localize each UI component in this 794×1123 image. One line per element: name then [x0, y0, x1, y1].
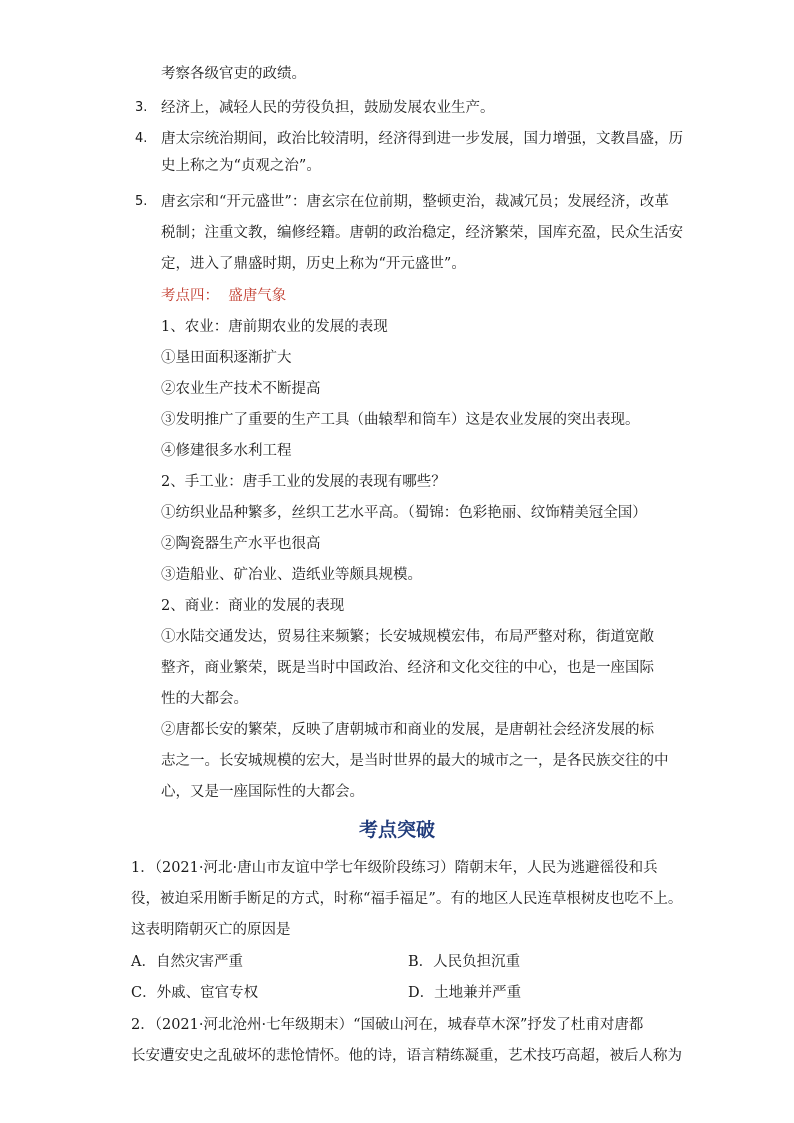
item-5-number: 5. — [135, 194, 148, 209]
item-2-continuation: 考察各级官吏的政绩。 — [161, 66, 306, 82]
question-1-line2: 役，被迫采用断手断足的方式，时称“福手福足”。有的地区人民连草根树皮也吃不上。 — [131, 891, 683, 907]
commerce-point-1-line2: 整齐，商业繁荣，既是当时中国政治、经济和文化交往的中心，也是一座国际 — [161, 660, 654, 676]
question-2-line1: 2．（2021·河北沧州·七年级期末）“国破山河在，城春草木深”抒发了杜甫对唐都 — [131, 1017, 644, 1033]
agriculture-point-3: ③发明推广了重要的生产工具（曲辕犁和筒车）这是农业发展的突出表现。 — [161, 412, 640, 428]
commerce-point-1-line3: 性的大都会。 — [161, 691, 248, 707]
commerce-point-2-line1: ②唐都长安的繁荣，反映了唐朝城市和商业的发展，是唐朝社会经济发展的标 — [161, 722, 654, 738]
item-3-number: 3. — [135, 100, 148, 115]
item-5-text-line3: 定，进入了鼎盛时期，历史上称为“开元盛世”。 — [161, 256, 466, 272]
commerce-point-2-line3: 心，又是一座国际性的大都会。 — [161, 784, 364, 800]
handicraft-point-3: ③造船业、矿冶业、造纸业等颇具规模。 — [161, 567, 422, 583]
commerce-point-1-line1: ①水陆交通发达，贸易往来频繁；长安城规模宏伟，布局严整对称，街道宽敞 — [161, 629, 654, 645]
handicraft-title: 2、手工业：唐手工业的发展的表现有哪些？ — [161, 474, 446, 490]
item-5-text-line2: 税制；注重文教，编修经籍。唐朝的政治稳定，经济繁荣，国库充盈，民众生活安 — [161, 225, 683, 241]
question-1-line1: 1．（2021·河北·唐山市友谊中学七年级阶段练习）隋朝末年，人民为逃避徭役和兵 — [131, 860, 658, 876]
item-4-text-line2: 史上称之为“贞观之治”。 — [161, 158, 321, 174]
agriculture-point-2: ②农业生产技术不断提高 — [161, 381, 321, 397]
agriculture-title: 1、农业：唐前期农业的发展的表现 — [161, 319, 388, 335]
question-1-option-a: A．自然灾害严重 — [131, 954, 243, 970]
agriculture-point-4: ④修建很多水利工程 — [161, 443, 292, 459]
agriculture-point-1: ①垦田面积逐渐扩大 — [161, 350, 292, 366]
item-5-text-line1: 唐玄宗和“开元盛世”：唐玄宗在位前期，整顿吏治，裁减冗员；发展经济，改革 — [161, 194, 669, 210]
handicraft-point-1: ①纺织业品种繁多，丝织工艺水平高。（蜀锦：色彩艳丽、纹饰精美冠全国） — [161, 505, 647, 521]
item-3-text: 经济上，减轻人民的劳役负担，鼓励发展农业生产。 — [161, 100, 495, 116]
question-1-option-b: B．人民负担沉重 — [408, 954, 521, 970]
section-title: 考点突破 — [358, 819, 435, 841]
handicraft-point-2: ②陶瓷器生产水平也很高 — [161, 536, 321, 552]
commerce-point-2-line2: 志之一。长安城规模的宏大，是当时世界的最大的城市之一，是各民族交往的中 — [161, 753, 669, 769]
item-4-number: 4. — [135, 131, 148, 146]
question-1-option-d: D．土地兼并严重 — [408, 985, 522, 1001]
question-1-line3: 这表明隋朝灭亡的原因是 — [131, 922, 291, 938]
commerce-title: 2、商业：商业的发展的表现 — [161, 598, 345, 614]
question-1-option-c: C．外戚、宦官专权 — [131, 985, 259, 1001]
kaodian-four-heading: 考点四： 盛唐气象 — [161, 288, 287, 304]
item-4-text-line1: 唐太宗统治期间，政治比较清明，经济得到进一步发展，国力增强，文教昌盛，历 — [161, 131, 683, 147]
question-2-line2: 长安遭安史之乱破坏的悲怆情怀。他的诗，语言精练凝重，艺术技巧高超，被后人称为 — [131, 1048, 682, 1064]
